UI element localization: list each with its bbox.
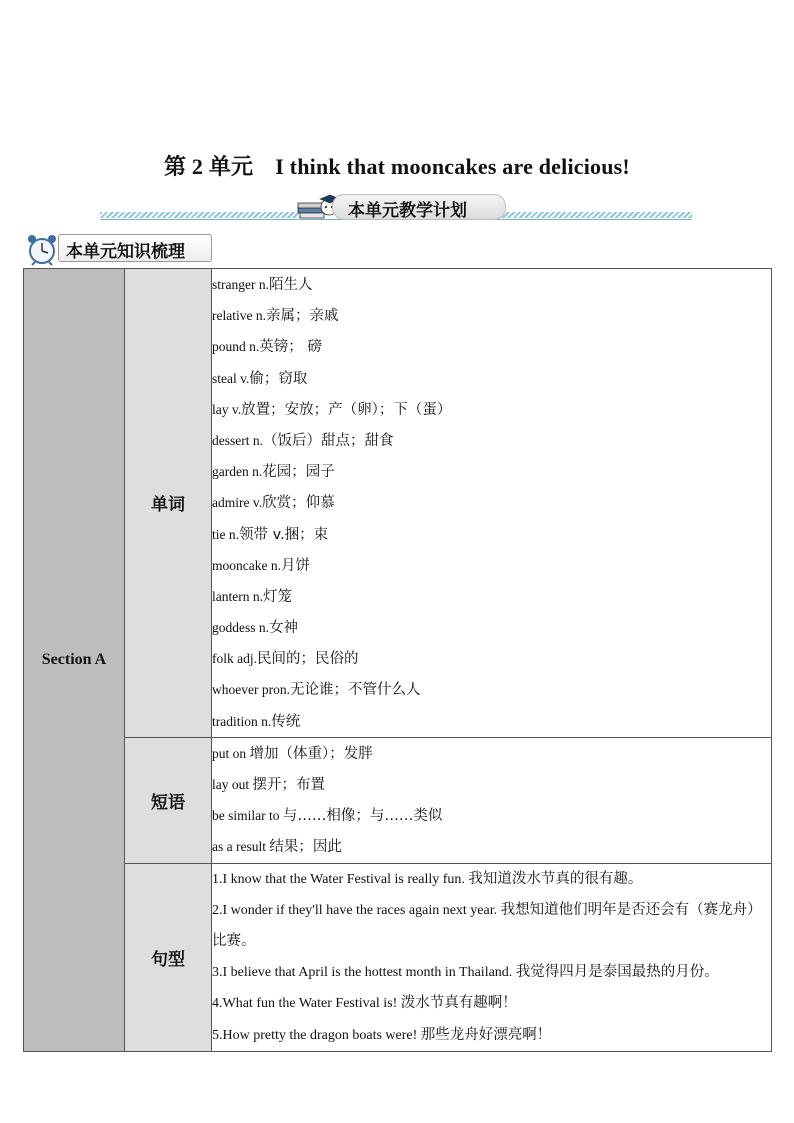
phrase-en: put on — [212, 745, 250, 761]
word-zh: 领带 v.捆；束 — [239, 526, 329, 543]
word-en: lantern n. — [212, 588, 263, 604]
words-category: 单词 — [125, 269, 212, 738]
word-en: tradition n. — [212, 713, 272, 729]
word-zh: 月饼 — [280, 557, 310, 574]
phrase-item — [212, 800, 771, 831]
word-en: steal v. — [212, 370, 250, 386]
phrase-zh: 与……相像；与……类似 — [282, 808, 443, 825]
phrase-item — [212, 831, 771, 862]
word-zh: 放置；安放；产（卵）；下（蛋） — [241, 401, 452, 418]
word-en: garden n. — [212, 464, 263, 480]
word-en: pound n. — [212, 339, 260, 355]
word-en: admire v. — [212, 495, 263, 511]
word-en: folk adj. — [212, 651, 257, 667]
word-zh: 花园；园子 — [262, 464, 335, 481]
sentences-category: 句型 — [125, 863, 212, 1051]
word-item — [212, 643, 771, 674]
table-row-phrases — [24, 737, 772, 863]
word-zh: 亲属；亲戚 — [265, 308, 339, 325]
word-zh: 偷；窃取 — [249, 370, 308, 387]
word-item — [212, 519, 771, 550]
word-item — [212, 425, 771, 456]
phrase-item — [212, 738, 771, 769]
word-zh: 灯笼 — [262, 588, 292, 605]
word-en: lay v. — [212, 401, 242, 417]
sentence-item — [212, 957, 771, 988]
word-zh: 欣赏；仰慕 — [262, 495, 335, 512]
word-en: tie n. — [212, 526, 239, 542]
sentence-en: 1.I know that the Water Festival is really fun. — [212, 871, 469, 887]
word-item — [212, 581, 771, 612]
word-item — [212, 550, 771, 581]
banner-stripe-left — [100, 212, 300, 218]
phrase-zh: 增加（体重）；发胖 — [249, 745, 373, 762]
word-item — [212, 612, 771, 643]
word-en: relative n. — [212, 308, 266, 324]
phrase-en: as a result — [212, 839, 270, 855]
sentence-item — [212, 895, 771, 957]
sentence-zh: 我知道泼水节真的很有趣。 — [468, 870, 643, 887]
word-zh: 传统 — [271, 713, 301, 730]
phrase-item — [212, 769, 771, 800]
sentence-zh: 那些龙舟好漂亮啊！ — [420, 1026, 552, 1043]
word-item — [212, 674, 771, 705]
knowledge-header — [24, 232, 214, 264]
phrases-category: 短语 — [125, 737, 212, 863]
words-content — [212, 269, 772, 738]
knowledge-label: 本单元知识梳理 — [66, 242, 185, 262]
knowledge-table — [23, 268, 772, 1052]
word-item — [212, 394, 771, 425]
word-en: goddess n. — [212, 620, 269, 636]
sentence-en: 4.What fun the Water Festival is! — [212, 996, 401, 1012]
word-zh: 女神 — [269, 620, 298, 637]
word-item — [212, 269, 771, 300]
word-zh: 民间的；民俗的 — [257, 651, 359, 668]
phrase-zh: 摆开；布置 — [252, 777, 325, 793]
plan-badge — [296, 192, 506, 220]
word-item — [212, 487, 771, 518]
word-en: whoever pron. — [212, 682, 290, 698]
word-item — [212, 706, 771, 737]
unit-number: 第 2 单元 — [164, 154, 254, 179]
sentence-en: 5.How pretty the dragon boats were! — [212, 1027, 421, 1043]
word-en: dessert n. — [212, 432, 263, 448]
word-zh: （饭后）甜点；甜食 — [263, 432, 394, 449]
word-item — [212, 456, 771, 487]
unit-title-text: I think that mooncakes are delicious! — [275, 154, 630, 179]
table-row-sentences — [24, 863, 772, 1051]
sentence-en: 3.I believe that April is the hottest month in Thailand. — [212, 965, 516, 981]
sentence-item — [212, 988, 771, 1019]
plan-label: 本单元教学计划 — [348, 201, 467, 221]
phrase-en: lay out — [212, 777, 253, 792]
section-cell: Section A — [24, 269, 125, 1052]
word-zh: 陌生人 — [268, 277, 313, 293]
unit-title — [0, 150, 794, 181]
word-en: stranger n. — [212, 277, 269, 292]
sentence-en: 2.I wonder if they'll have the races again next year. — [212, 902, 501, 918]
sentence-zh: 泼水节真有趣啊！ — [400, 995, 517, 1012]
sentence-zh: 我觉得四月是泰国最热的月份。 — [515, 964, 719, 981]
phrase-zh: 结果；因此 — [269, 839, 342, 856]
sentence-item — [212, 1020, 771, 1051]
phrase-en: be similar to — [212, 808, 283, 824]
word-item — [212, 300, 771, 331]
word-item — [212, 363, 771, 394]
sentence-zh: 我想知道他们明年是否还会有（赛龙舟）比赛。 — [212, 901, 762, 949]
sentence-item — [212, 864, 771, 895]
sentences-content — [212, 863, 772, 1051]
word-item — [212, 331, 771, 362]
word-zh: 无论谁；不管什么人 — [289, 682, 421, 699]
word-zh: 英镑； 磅 — [259, 339, 322, 356]
word-en: mooncake n. — [212, 557, 281, 573]
teaching-plan-banner — [100, 192, 692, 224]
table-row-words — [24, 269, 772, 738]
phrases-content — [212, 737, 772, 863]
banner-stripe-right — [496, 212, 692, 218]
